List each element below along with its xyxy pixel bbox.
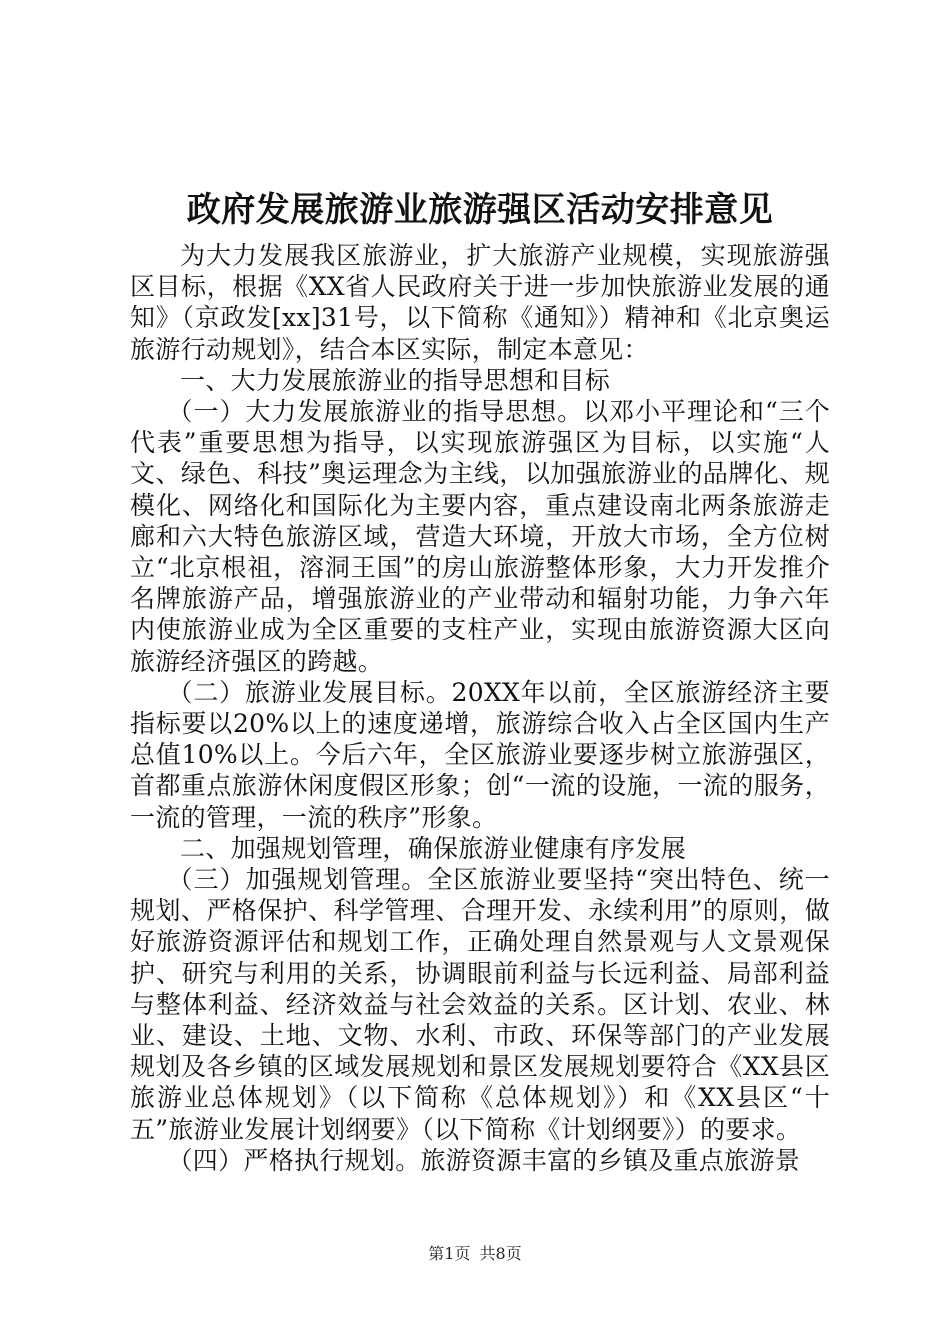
page-footer (0, 1244, 950, 1264)
paragraph-guiding-thought: （一）大力发展旅游业的指导思想。以邓小平理论和“三个代表”重要思想为指导，以实现旅游强区为目标，以实施“人文、绿色、科技”奥运理念为主线，以加强旅游业的品牌化、规模化、网络化和国际化为主要内容，重点建设南北两条旅游走廊和六大特色旅游区域，营造大环境，开放大市场，全方位树立“北京根祖，溶洞王国”的房山旅游整体形象，大力开发推介名牌旅游产品，增强旅游业的产业带动和辐射功能，力争六年内使旅游业成为全区重要的支柱产业，实现由旅游资源大区向旅游经济强区的跨越。 (130, 397, 830, 676)
section-heading-2: 二、加强规划管理，确保旅游业健康有序发展 (180, 833, 687, 863)
document-body (130, 240, 830, 1176)
paragraph-execute-planning: （四）严格执行规划。旅游资源丰富的乡镇及重点旅游景 (167, 1145, 801, 1175)
paragraph-development-goal: （二）旅游业发展目标。20XX年以前，全区旅游经济主要指标要以20%以上的速度递增，旅游综合收入占全区国内生产总值10%以上。今后六年，全区旅游业要逐步树立旅游强区，首都重点旅游休闲度假区形象；创“一流的设施，一流的服务，一流的管理，一流的秩序”形象。 (130, 677, 830, 832)
page-total: 共8页 (479, 1244, 522, 1263)
page-title: 政府发展旅游业旅游强区活动安排意见 (186, 190, 774, 230)
section-heading-1: 一、大力发展旅游业的指导思想和目标 (180, 365, 611, 395)
paragraph-intro: 为大力发展我区旅游业，扩大旅游产业规模，实现旅游强区目标，根据《XX省人民政府关于进一步加快旅游业发展的通知》（京政发[xx]31号，以下简称《通知》）精神和《北京奥运旅游行动规划》，结合本区实际，制定本意见： (130, 241, 830, 364)
page-number: 第1页 (428, 1244, 471, 1263)
paragraph-planning-management: （三）加强规划管理。全区旅游业要坚持“突出特色、统一规划、严格保护、科学管理、合理开发、永续利用”的原则，做好旅游资源评估和规划工作，正确处理自然景观与人文景观保护、研究与利用的关系，协调眼前利益与长远利益、局部利益与整体利益、经济效益与社会效益的关系。区计划、农业、林业、建设、土地、文物、水利、市政、环保等部门的产业发展规划及各乡镇的区域发展规划和景区发展规划要符合《XX县区旅游业总体规划》（以下简称《总体规划》）和《XX县区“十五”旅游业发展计划纲要》（以下简称《计划纲要》）的要求。 (130, 865, 830, 1144)
